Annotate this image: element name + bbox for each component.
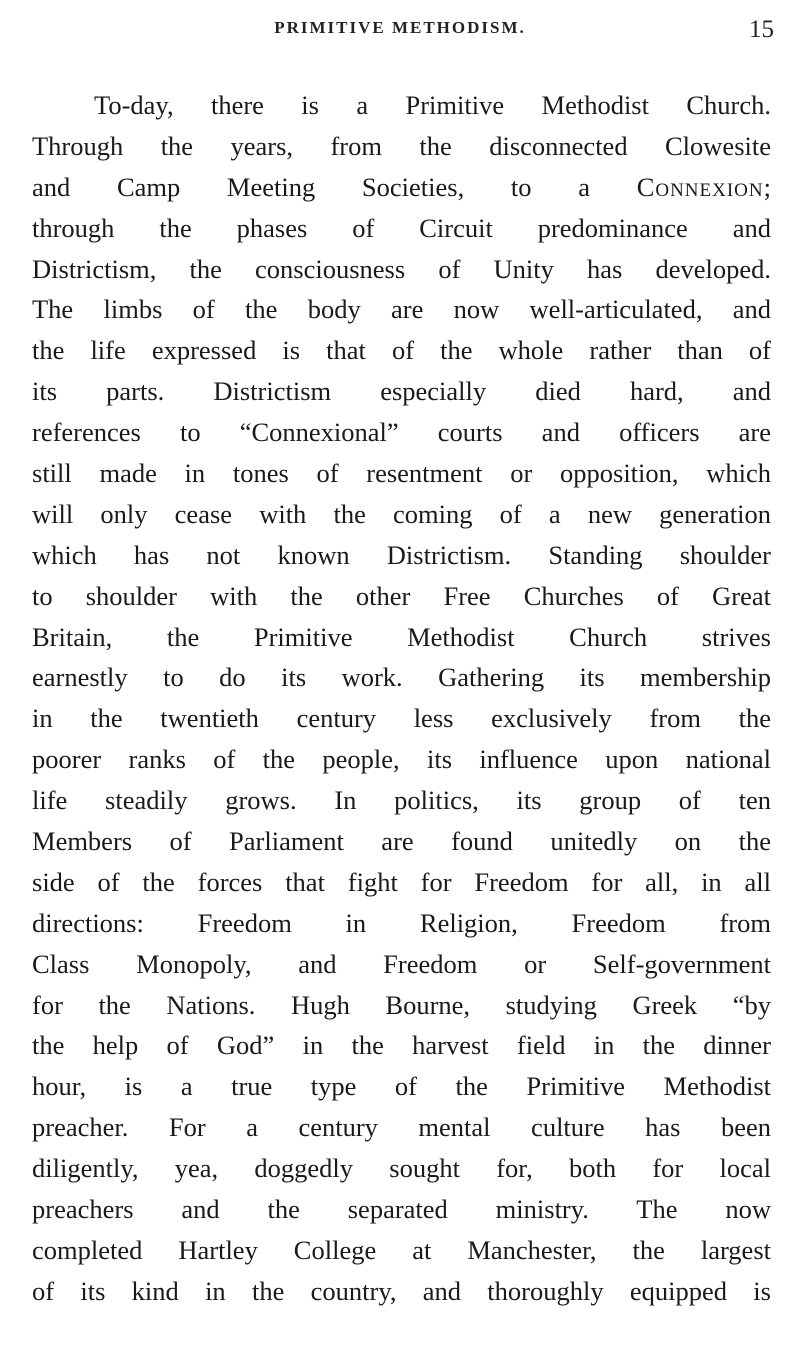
- text-line: Through the years, from the disconnected Clowesite: [32, 130, 771, 161]
- text-line: hour, is a true type of the Primitive Methodist: [32, 1071, 771, 1102]
- text-line: references to “Connexional” courts and officers are: [32, 417, 771, 448]
- page-number: 15: [749, 16, 774, 43]
- text-line: Districtism, the consciousness of Unity has developed.: [32, 253, 771, 284]
- body-paragraph: [32, 85, 771, 1312]
- connexion-punct: ;: [763, 171, 771, 202]
- text-line: Members of Parliament are found unitedly on the: [32, 826, 771, 857]
- text-line: side of the forces that fight for Freedom for all, in all: [32, 866, 771, 897]
- text-line: the help of God” in the harvest field in the dinner: [32, 1030, 771, 1061]
- text-line: Class Monopoly, and Freedom or Self-government: [32, 948, 771, 979]
- text-line: which has not known Districtism. Standing shoulder: [32, 539, 771, 570]
- text-line: the life expressed is that of the whole rather than of: [32, 335, 771, 366]
- text-line: of its kind in the country, and thoroughly equipped is: [32, 1275, 771, 1306]
- text-line: The limbs of the body are now well-articulated, and: [32, 294, 771, 325]
- text-line: life steadily grows. In politics, its group of ten: [32, 785, 771, 816]
- text-line: through the phases of Circuit predominance and: [32, 212, 771, 243]
- text-line: for the Nations. Hugh Bourne, studying Greek “by: [32, 989, 771, 1020]
- text-line: completed Hartley College at Manchester, the largest: [32, 1234, 771, 1265]
- connexion-word: Connexion: [636, 171, 764, 202]
- text-line: in the twentieth century less exclusively from the: [32, 703, 771, 734]
- text-line-segment: and Camp Meeting Societies, to a: [32, 171, 637, 202]
- text-line: To-day, there is a Primitive Methodist Church.: [94, 90, 771, 120]
- text-line: will only cease with the coming of a new generation: [32, 498, 771, 529]
- text-line: still made in tones of resentment or opposition, which: [32, 458, 771, 489]
- text-line: preachers and the separated ministry. The now: [32, 1194, 771, 1225]
- text-line: diligently, yea, doggedly sought for, both for local: [32, 1153, 771, 1184]
- text-line: to shoulder with the other Free Churches of Great: [32, 580, 771, 611]
- text-line: directions: Freedom in Religion, Freedom from: [32, 907, 771, 938]
- text-line: poorer ranks of the people, its influence upon national: [32, 744, 771, 775]
- text-line: Britain, the Primitive Methodist Church strives: [32, 621, 771, 652]
- running-title: PRIMITIVE METHODISM.: [274, 18, 526, 37]
- text-line: its parts. Districtism especially died hard, and: [32, 376, 771, 407]
- text-line: earnestly to do its work. Gathering its membership: [32, 662, 771, 693]
- text-line: preacher. For a century mental culture has been: [32, 1112, 771, 1143]
- running-head: [0, 16, 800, 46]
- text-line: [32, 167, 771, 208]
